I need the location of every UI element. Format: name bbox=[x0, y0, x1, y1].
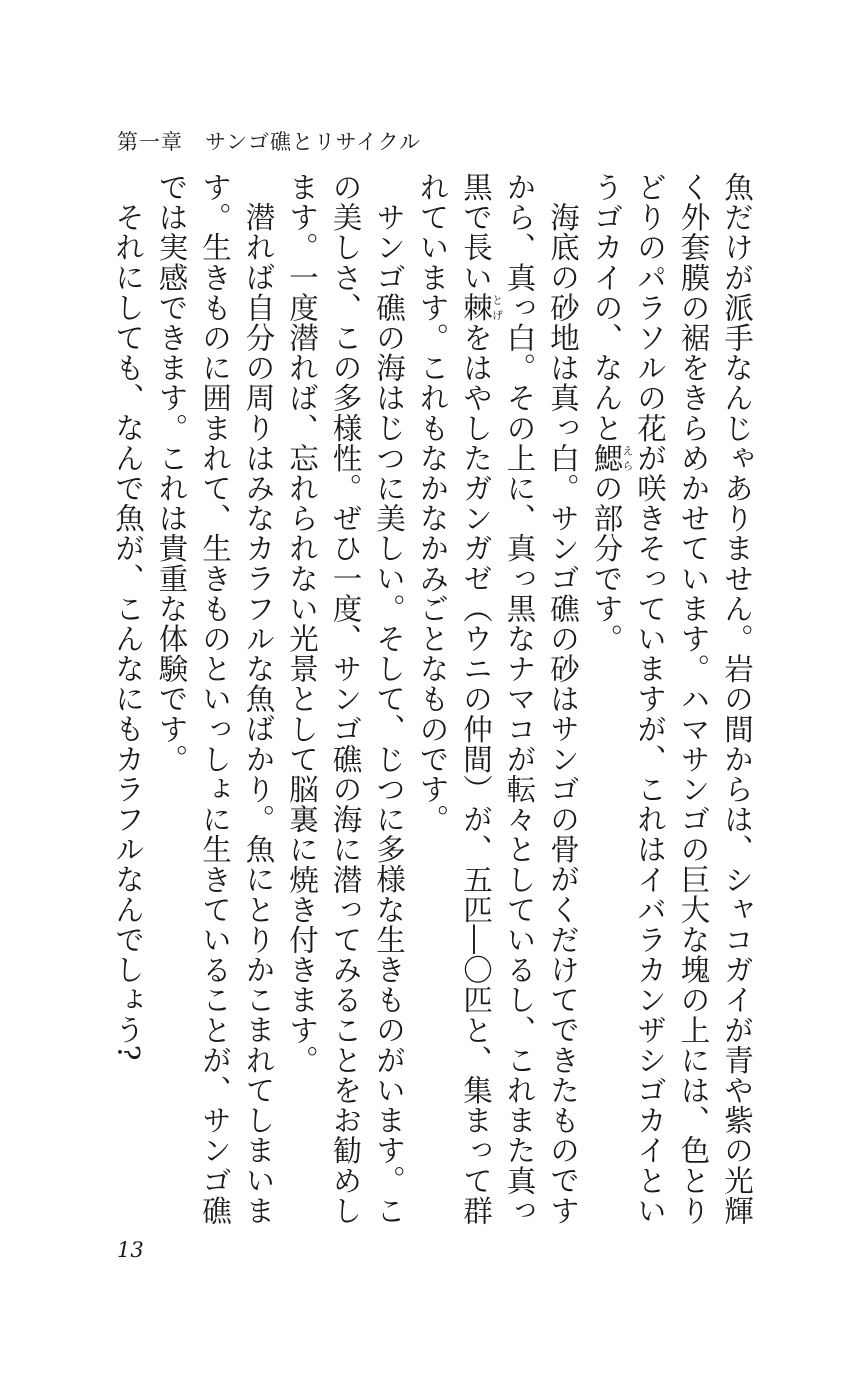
ruby-base-thorns: 棘 bbox=[459, 292, 493, 323]
page-number: 13 bbox=[117, 1238, 144, 1262]
ruby-reading-gills: えら bbox=[621, 442, 634, 473]
body-text bbox=[72, 172, 758, 1238]
paragraph-4: 潜れば自分の周りはみなカラフルな魚ばかり。魚にとりかこまれてしまいます。生きものに囲まれて、生きものといっしょに生きていることが、サンゴ礁では実感できます。これは貴重な体験です。 bbox=[154, 172, 276, 1226]
paragraph-2-text-a: 海底の砂地は真っ白。サンゴ礁の砂はサンゴの骨がくだけてできたものですから、真っ白。その上に、真っ黒なナマコが転々としているし、これまた真っ黒で長い bbox=[459, 172, 580, 1226]
ruby-annotation-gills bbox=[589, 442, 634, 474]
ruby-annotation-thorns bbox=[459, 292, 504, 323]
ruby-reading-thorns: とげ bbox=[490, 292, 504, 323]
paragraph-1-text-a: 魚だけが派手なんじゃありません。岩の間からは、シャコガイが青や紫の光輝く外套膜の裾をきらめかせています。ハマサンゴの巨大な塊の上には、色とりどりのパラソルの花が咲きそっていますが、これはイバラカンザシゴカイというゴカイの、なんと bbox=[589, 172, 754, 1226]
paragraph-1-text-b: の部分です。 bbox=[589, 473, 624, 654]
ruby-base-gills: 鰓 bbox=[589, 442, 624, 474]
paragraph-5: それにしても、なんで魚が、こんなにもカラフルなんでしょう? bbox=[111, 201, 145, 1061]
paragraph-2-text-b: をはやしたガンガゼ（ウニの仲間）が、五匹―〇匹と、集まって群れています。これもなかなかみごとなものです。 bbox=[415, 172, 493, 1226]
paragraph-1 bbox=[584, 172, 758, 1238]
running-head: 第一章 サンゴ礁とリサイクル bbox=[117, 130, 422, 154]
paragraph-3: サンゴ礁の海はじつに美しい。そして、じつに多様な生きものがいます。この美しさ、この多様性。ぜひ一度、サンゴ礁の海に潜ってみることをお勧めします。一度潜れば、忘れられない光景として脳裏に焼き付きます。 bbox=[285, 172, 406, 1226]
paragraph-2 bbox=[410, 172, 584, 1238]
